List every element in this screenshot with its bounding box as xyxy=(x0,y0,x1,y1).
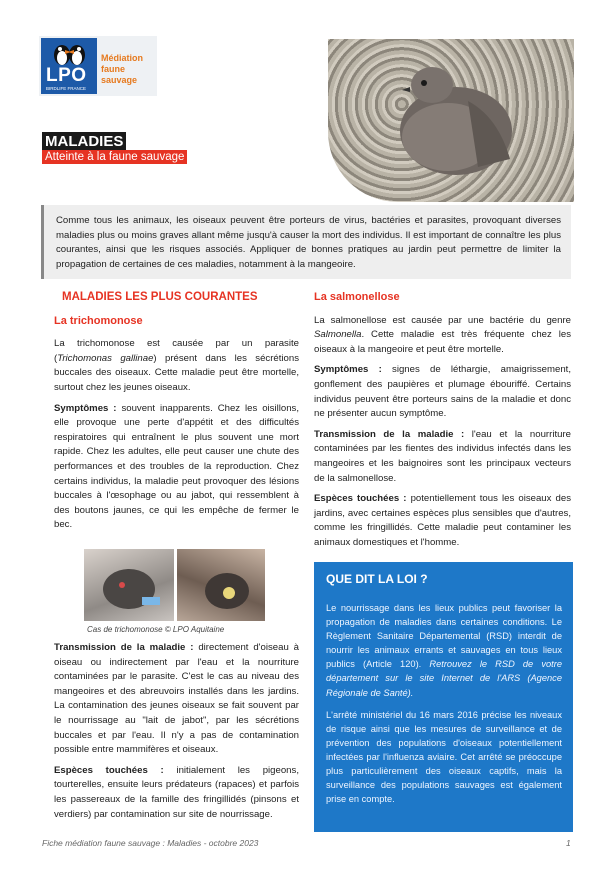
bird-head-icon xyxy=(84,549,174,621)
law-title: QUE DIT LA LOI ? xyxy=(326,572,428,586)
tri-species-label: Espèces touchées : xyxy=(54,764,164,776)
salmonellose-intro xyxy=(314,314,571,358)
logo-line3: sauvage xyxy=(101,75,138,85)
trichomonose-title: La trichomonose xyxy=(54,314,143,327)
tri-transmission-text: directement d'oiseau à oiseau ou indirectement par l'eau et la nourriture contaminées par le parasite. C'est le cas au niveau des mangeoires et des abreuvoirs installés dans les jardins. La contamination des jeunes oiseaux se fait souvent par le nourrissage au "lait de jabot", par les sécrétions buccales et par l'eau. Il n'y a pas de contamination possible entre mammifères et oiseaux. xyxy=(54,642,299,756)
right-column xyxy=(314,290,571,551)
page-subtitle: Atteinte à la faune sauvage xyxy=(42,150,187,164)
law-p1-text: Le nourrissage dans les lieux publics peut favoriser la propagation de maladies dans certaines conditions. Le Règlement Sanitaire Départemental (RSD) interdit de nourrir les animaux errants et sauvages en tous lieux publics (Article 120). xyxy=(326,603,562,670)
logo-lpo-text: LPO xyxy=(46,65,87,86)
puffin-icon xyxy=(49,41,89,67)
trichomonose-photo-1 xyxy=(84,549,174,621)
salmonellose-title: La salmonellose xyxy=(314,291,400,303)
logo-tagline xyxy=(101,53,143,86)
lpo-logo xyxy=(39,36,157,96)
law-p1-italic: Retrouvez le RSD de votre département sur le site Internet de l'ARS (Agence Régionale de Santé). xyxy=(326,659,562,698)
intro-box xyxy=(41,205,571,279)
dove-photo xyxy=(328,39,574,202)
photo-caption: Cas de trichomonose © LPO Aquitaine xyxy=(87,625,225,634)
salmonellose-symptoms xyxy=(314,363,571,421)
lpo-badge xyxy=(41,38,97,94)
page-number: 1 xyxy=(566,838,571,848)
sal-p1b: . Cette maladie est très fréquente chez les oiseaux à la mangeoire et peut être mortelle. xyxy=(314,329,571,355)
page-title: MALADIES xyxy=(42,132,126,151)
tri-p1a: La trichomonose est causée par un parasite ( xyxy=(54,338,299,364)
left-column-bottom xyxy=(54,641,299,822)
sal-transmission-label: Transmission de la maladie : xyxy=(314,428,465,440)
sal-transmission-text: l'eau et la nourriture contaminées par les fientes des individus infectés dans les mangeoires et les baignoires sont les principaux vecteurs de la salmonellose. xyxy=(314,428,571,484)
tri-transmission-label: Transmission de la maladie : xyxy=(54,642,194,653)
law-box xyxy=(314,562,573,832)
tri-p1-italic: Trichomonas gallinae xyxy=(57,352,154,364)
logo-line1: Médiation xyxy=(101,53,143,63)
tri-p1b: ) présent dans les sécrétions buccales des oiseaux. Cette maladie peut être mortelle, surtout chez les jeunes oiseaux. xyxy=(54,352,299,393)
bird-beak-icon xyxy=(177,549,265,621)
salmonellose-species xyxy=(314,492,571,550)
tri-species-text: initialement les pigeons, tourterelles, ensuite leurs prédateurs (rapaces) et parfois les passereaux de la famille des fringillidés (pinsons et verdiers) par contamination sur site de nourrissage. xyxy=(54,764,299,820)
logo-birdlife-text: BIRDLIFE FRANCE xyxy=(46,86,87,91)
sal-species-label: Espèces touchées : xyxy=(314,493,407,505)
law-paragraph-2: L'arrêté ministériel du 16 mars 2016 précise les niveaux de risque ainsi que les mesures de surveillance et de prévention des populations d'oiseaux potentiellement infectées par l'influenza aviaire. Cet arrêté se préoccupe plus particulièrement des oiseaux captifs, mais la surveillance des populations sauvages est également prise en compte. xyxy=(326,709,562,805)
trichomonose-species xyxy=(54,764,299,822)
sal-symptoms-text: signes de léthargie, amaigrissement, gonflement des paupières et plumage ébouriffé. Certains individus peuvent être porteurs sains de la maladie et donc ne présenter aucun symptôme. xyxy=(314,364,571,420)
intro-text: Comme tous les animaux, les oiseaux peuvent être porteurs de virus, bactéries et parasites, provoquant diverses maladies plus ou moins graves allant même jusqu'à causer la mort des individus. Il est important de connaître les plus courantes, ainsi que les risques associés. Appliquer de bonnes pratiques au jardin peut permettre de limiter la propagation de certaines de ces maladies, notamment à la mangeoire. xyxy=(56,215,561,270)
logo-line2: faune xyxy=(101,64,126,74)
trichomonose-photo-2 xyxy=(177,549,265,621)
sal-species-text: potentiellement tous les oiseaux des jardins, avec certaines espèces plus sensibles que d'autres, comme les fringillidés. Cette maladie peut contaminer les animaux domestiques et l'homme. xyxy=(314,493,571,548)
law-paragraph-1 xyxy=(326,601,562,700)
sal-symptoms-label: Symptômes : xyxy=(314,364,382,376)
tri-symptoms-text: souvent inapparents. Chez les oisillons, elle provoque une perte d'appétit et des difficultés respiratoires qui entraînent le plus souvent une mort rapide. Chez les adultes, elle peut causer une chute des performances et des troubles de la reproduction. Chez certains individus, la maladie peut provoquer des lésions buccales à l'œsophage ou au jabot, qui ressemblent à des boutons jaunes, ce qui les empêche de fermer le bec. xyxy=(54,402,300,531)
trichomonose-transmission xyxy=(54,641,299,758)
sal-p1a: La salmonellose est causée par une bactérie du genre xyxy=(314,314,571,326)
law-body xyxy=(326,601,562,806)
salmonellose-transmission xyxy=(314,428,571,486)
dove-icon xyxy=(328,39,574,202)
left-column xyxy=(54,290,299,533)
sal-p1-italic: Salmonella xyxy=(314,329,362,341)
trichomonose-intro xyxy=(54,337,299,395)
trichomonose-symptoms xyxy=(54,402,299,533)
footer-text: Fiche médiation faune sauvage : Maladies - octobre 2023 xyxy=(42,838,259,848)
section-title: MALADIES LES PLUS COURANTES xyxy=(62,291,258,303)
tri-symptoms-label: Symptômes : xyxy=(54,402,117,414)
